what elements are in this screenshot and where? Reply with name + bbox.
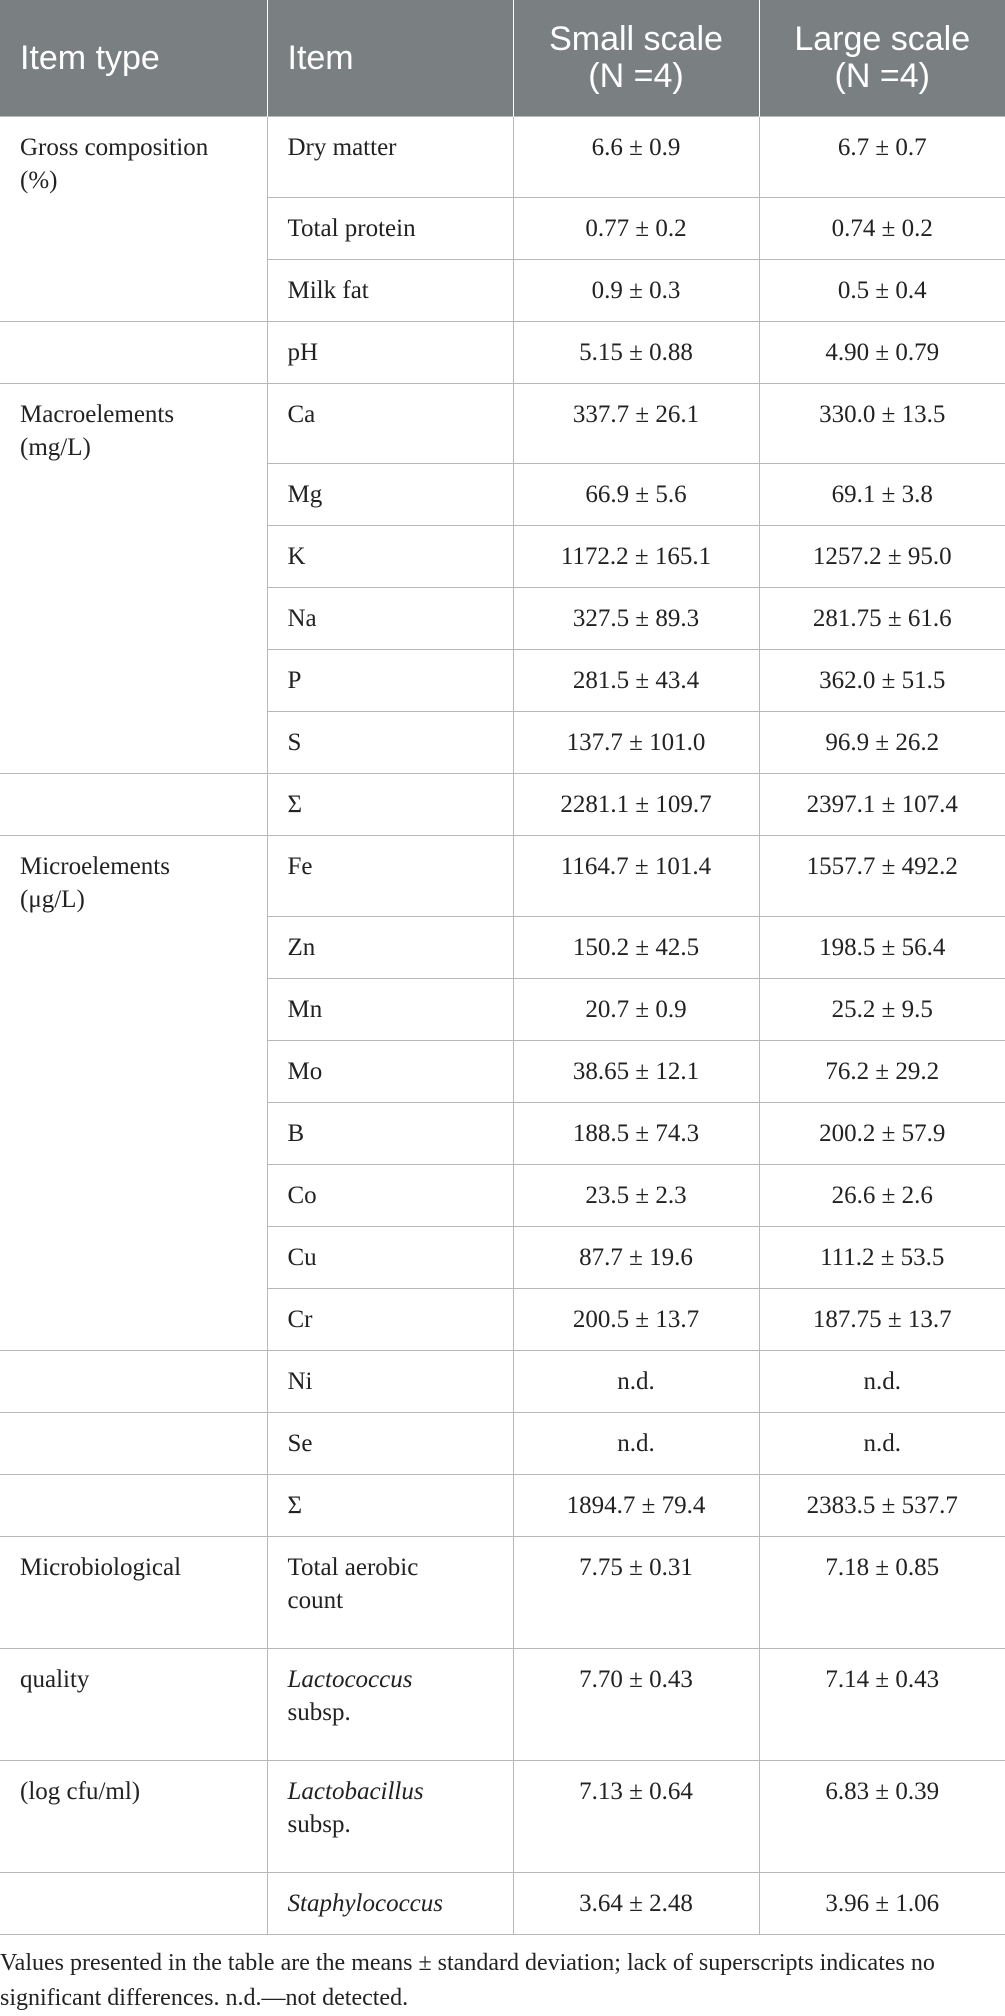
item-cell: Mg xyxy=(267,464,513,526)
large-scale-cell: 330.0 ± 13.5 xyxy=(759,383,1005,464)
item-type-unit: (%) xyxy=(20,167,58,194)
item-type-cell: Microbiological xyxy=(0,1536,267,1648)
table-row xyxy=(0,836,1005,917)
item-type-cell xyxy=(0,259,267,321)
small-scale-cell: 1172.2 ± 165.1 xyxy=(513,526,759,588)
large-scale-cell: 26.6 ± 2.6 xyxy=(759,1164,1005,1226)
item-label: Lactococcus xyxy=(287,1665,413,1693)
item-cell: Se xyxy=(267,1412,513,1474)
item-cell: S xyxy=(267,712,513,774)
small-scale-cell: 137.7 ± 101.0 xyxy=(513,712,759,774)
item-type-label: Gross composition xyxy=(20,134,209,161)
item-type-label: Microelements xyxy=(20,853,170,880)
item-cell: Fe xyxy=(267,836,513,917)
table-row xyxy=(0,117,1005,198)
item-label-continued: subsp. xyxy=(287,1810,351,1838)
item-cell xyxy=(267,1648,513,1760)
large-scale-cell: 200.2 ± 57.9 xyxy=(759,1102,1005,1164)
item-type-label: Macroelements xyxy=(20,400,175,428)
table-header-row xyxy=(0,0,1005,117)
table-row xyxy=(0,774,1005,836)
table-row xyxy=(0,1226,1005,1288)
small-scale-cell: 327.5 ± 89.3 xyxy=(513,588,759,650)
item-type-cell xyxy=(0,383,267,464)
table-row xyxy=(0,526,1005,588)
item-type-cell xyxy=(0,978,267,1040)
small-scale-cell: 188.5 ± 74.3 xyxy=(513,1102,759,1164)
large-scale-cell: 111.2 ± 53.5 xyxy=(759,1226,1005,1288)
small-scale-cell: n.d. xyxy=(513,1350,759,1412)
item-label-continued: count xyxy=(287,1586,344,1614)
item-type-cell xyxy=(0,197,267,259)
table-footnote: Values presented in the table are the means ± standard deviation; lack of superscripts indicates no significant differences. n.d.—not detected. xyxy=(0,1949,935,2011)
item-type-cell xyxy=(0,916,267,978)
item-cell: Σ xyxy=(267,774,513,836)
table-row xyxy=(0,650,1005,712)
item-type-cell xyxy=(0,588,267,650)
table-row xyxy=(0,916,1005,978)
item-cell: Mo xyxy=(267,1040,513,1102)
item-cell: Milk fat xyxy=(267,259,513,321)
item-cell: Ni xyxy=(267,1350,513,1412)
large-scale-cell: 7.18 ± 0.85 xyxy=(759,1536,1005,1648)
small-scale-cell: 0.9 ± 0.3 xyxy=(513,259,759,321)
table-row xyxy=(0,1648,1005,1760)
item-cell: B xyxy=(267,1102,513,1164)
table-row xyxy=(0,383,1005,464)
item-cell: Cr xyxy=(267,1288,513,1350)
item-type-cell xyxy=(0,1350,267,1412)
header-large-scale-label: Large scale xyxy=(794,20,971,58)
large-scale-cell: 362.0 ± 51.5 xyxy=(759,650,1005,712)
small-scale-cell: 3.64 ± 2.48 xyxy=(513,1872,759,1934)
large-scale-cell: 25.2 ± 9.5 xyxy=(759,978,1005,1040)
item-cell: Dry matter xyxy=(267,117,513,198)
table-row xyxy=(0,1872,1005,1934)
item-type-cell xyxy=(0,836,267,917)
item-type-cell xyxy=(0,117,267,198)
header-item: Item xyxy=(267,0,513,117)
small-scale-cell: 7.70 ± 0.43 xyxy=(513,1648,759,1760)
table-row xyxy=(0,197,1005,259)
item-type-cell xyxy=(0,464,267,526)
item-type-cell xyxy=(0,712,267,774)
header-small-n: (N =4) xyxy=(588,57,684,95)
large-scale-cell: 2397.1 ± 107.4 xyxy=(759,774,1005,836)
item-cell: Total protein xyxy=(267,197,513,259)
item-cell xyxy=(267,1536,513,1648)
small-scale-cell: 66.9 ± 5.6 xyxy=(513,464,759,526)
large-scale-cell: 4.90 ± 0.79 xyxy=(759,321,1005,383)
large-scale-cell: 0.5 ± 0.4 xyxy=(759,259,1005,321)
small-scale-cell: 87.7 ± 19.6 xyxy=(513,1226,759,1288)
table-row xyxy=(0,1412,1005,1474)
small-scale-cell: 5.15 ± 0.88 xyxy=(513,321,759,383)
table-row xyxy=(0,259,1005,321)
small-scale-cell: 1164.7 ± 101.4 xyxy=(513,836,759,917)
item-type-cell xyxy=(0,1226,267,1288)
item-cell: K xyxy=(267,526,513,588)
large-scale-cell: n.d. xyxy=(759,1350,1005,1412)
item-cell: Na xyxy=(267,588,513,650)
item-label-continued: subsp. xyxy=(287,1698,351,1726)
header-item-type: Item type xyxy=(0,0,267,117)
large-scale-cell: 1557.7 ± 492.2 xyxy=(759,836,1005,917)
header-small-scale xyxy=(513,0,759,117)
item-type-cell xyxy=(0,321,267,383)
table-row xyxy=(0,321,1005,383)
small-scale-cell: 0.77 ± 0.2 xyxy=(513,197,759,259)
table-row xyxy=(0,978,1005,1040)
item-type-unit: (mg/L) xyxy=(20,433,91,461)
table-row xyxy=(0,1760,1005,1872)
item-type-cell xyxy=(0,1288,267,1350)
item-type-unit: (μg/L) xyxy=(20,886,85,913)
large-scale-cell: 3.96 ± 1.06 xyxy=(759,1872,1005,1934)
item-type-cell xyxy=(0,526,267,588)
table-row xyxy=(0,1102,1005,1164)
small-scale-cell: 2281.1 ± 109.7 xyxy=(513,774,759,836)
item-type-cell xyxy=(0,1474,267,1536)
item-type-cell: quality xyxy=(0,1648,267,1760)
item-cell: Co xyxy=(267,1164,513,1226)
large-scale-cell: 281.75 ± 61.6 xyxy=(759,588,1005,650)
small-scale-cell: 281.5 ± 43.4 xyxy=(513,650,759,712)
table-row xyxy=(0,464,1005,526)
item-cell: Staphylococcus xyxy=(267,1872,513,1934)
item-cell: pH xyxy=(267,321,513,383)
item-cell xyxy=(267,1760,513,1872)
large-scale-cell: 0.74 ± 0.2 xyxy=(759,197,1005,259)
table-row xyxy=(0,1164,1005,1226)
table-row xyxy=(0,1040,1005,1102)
small-scale-cell: 7.13 ± 0.64 xyxy=(513,1760,759,1872)
large-scale-cell: 6.7 ± 0.7 xyxy=(759,117,1005,198)
large-scale-cell: 1257.2 ± 95.0 xyxy=(759,526,1005,588)
header-large-scale xyxy=(759,0,1005,117)
small-scale-cell: 20.7 ± 0.9 xyxy=(513,978,759,1040)
item-type-cell: (log cfu/ml) xyxy=(0,1760,267,1872)
small-scale-cell: 150.2 ± 42.5 xyxy=(513,916,759,978)
item-label: Lactobacillus xyxy=(287,1777,424,1805)
large-scale-cell: 96.9 ± 26.2 xyxy=(759,712,1005,774)
table-row xyxy=(0,1536,1005,1648)
small-scale-cell: 1894.7 ± 79.4 xyxy=(513,1474,759,1536)
small-scale-cell: 7.75 ± 0.31 xyxy=(513,1536,759,1648)
item-type-cell xyxy=(0,650,267,712)
large-scale-cell: 7.14 ± 0.43 xyxy=(759,1648,1005,1760)
small-scale-cell: 38.65 ± 12.1 xyxy=(513,1040,759,1102)
item-type-cell xyxy=(0,1872,267,1934)
item-cell: P xyxy=(267,650,513,712)
large-scale-cell: 69.1 ± 3.8 xyxy=(759,464,1005,526)
large-scale-cell: 187.75 ± 13.7 xyxy=(759,1288,1005,1350)
table-row xyxy=(0,1474,1005,1536)
item-type-cell xyxy=(0,1040,267,1102)
large-scale-cell: n.d. xyxy=(759,1412,1005,1474)
small-scale-cell: 23.5 ± 2.3 xyxy=(513,1164,759,1226)
table-row xyxy=(0,1288,1005,1350)
header-small-scale-label: Small scale xyxy=(549,20,723,58)
item-type-cell xyxy=(0,1164,267,1226)
large-scale-cell: 6.83 ± 0.39 xyxy=(759,1760,1005,1872)
large-scale-cell: 198.5 ± 56.4 xyxy=(759,916,1005,978)
small-scale-cell: 200.5 ± 13.7 xyxy=(513,1288,759,1350)
table-row xyxy=(0,588,1005,650)
table-row xyxy=(0,1350,1005,1412)
item-type-cell xyxy=(0,774,267,836)
header-large-n: (N =4) xyxy=(834,57,930,95)
small-scale-cell: 6.6 ± 0.9 xyxy=(513,117,759,198)
item-cell: Σ xyxy=(267,1474,513,1536)
item-cell: Cu xyxy=(267,1226,513,1288)
small-scale-cell: n.d. xyxy=(513,1412,759,1474)
table-row xyxy=(0,712,1005,774)
large-scale-cell: 2383.5 ± 537.7 xyxy=(759,1474,1005,1536)
item-cell: Zn xyxy=(267,916,513,978)
item-cell: Ca xyxy=(267,383,513,464)
large-scale-cell: 76.2 ± 29.2 xyxy=(759,1040,1005,1102)
item-label: Total aerobic xyxy=(287,1553,419,1581)
small-scale-cell: 337.7 ± 26.1 xyxy=(513,383,759,464)
item-type-cell xyxy=(0,1412,267,1474)
item-cell: Mn xyxy=(267,978,513,1040)
item-type-cell xyxy=(0,1102,267,1164)
